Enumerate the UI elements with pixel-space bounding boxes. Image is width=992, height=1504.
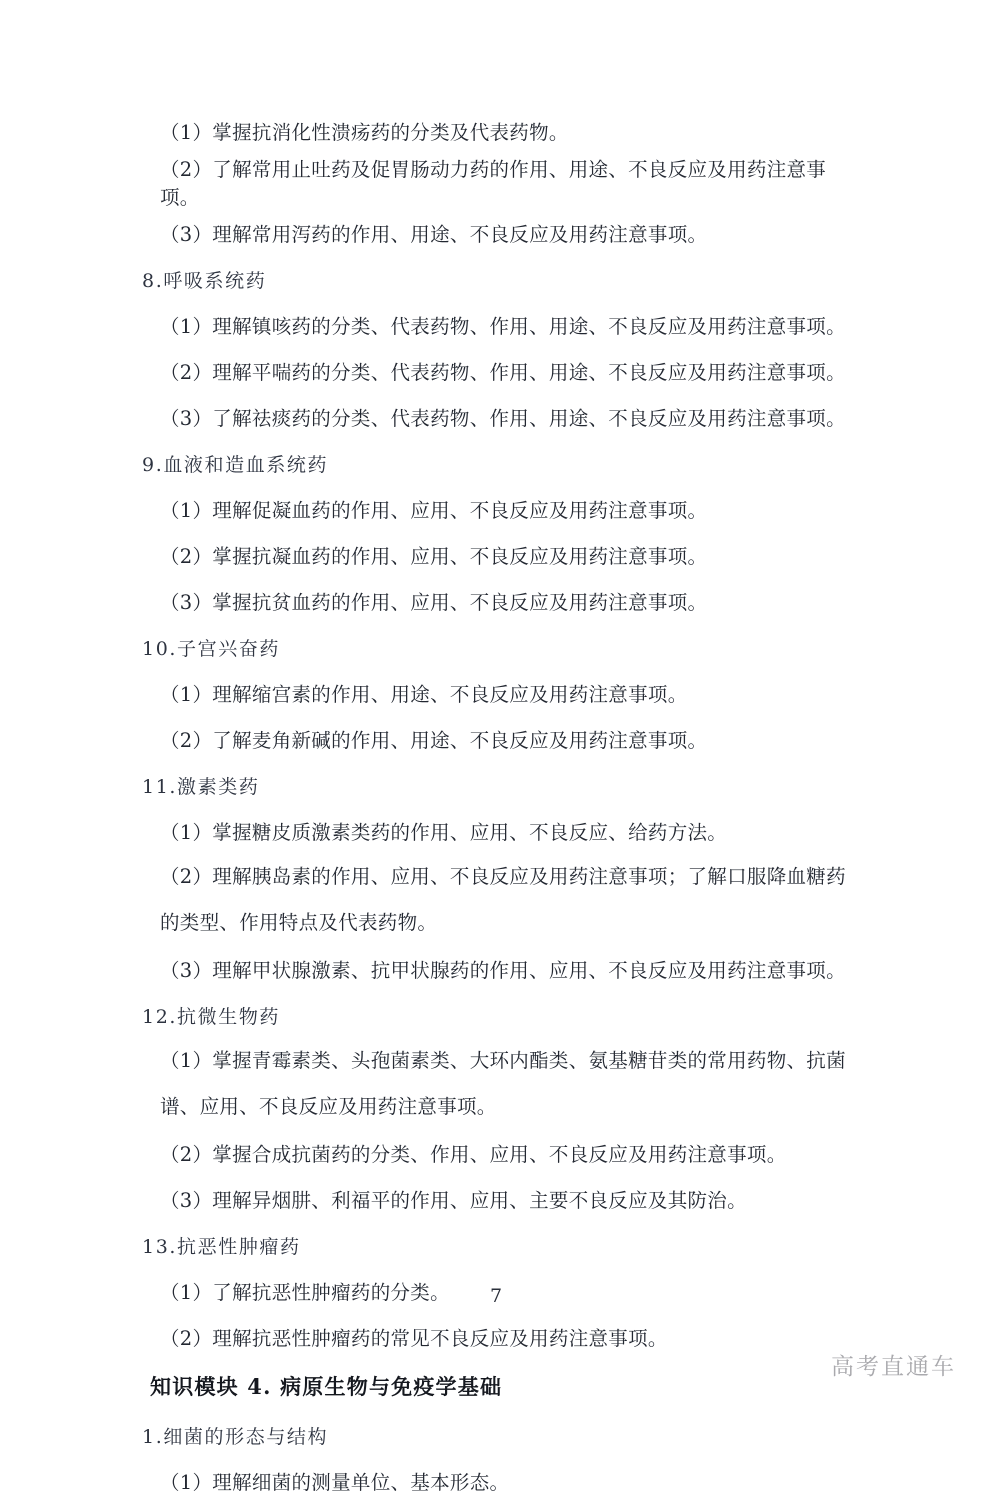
list-item: （2）掌握抗凝血药的作用、应用、不良反应及用药注意事项。 — [160, 545, 708, 568]
module-heading: 知识模块 4. 病原生物与免疫学基础 — [150, 1374, 503, 1399]
list-item: （2）了解常用止吐药及促胃肠动力药的作用、用途、不良反应及用药注意事项。 — [160, 158, 827, 209]
list-item: （3）掌握抗贫血药的作用、应用、不良反应及用药注意事项。 — [160, 591, 708, 614]
page-number: 7 — [489, 1285, 503, 1307]
list-item: （3）理解常用泻药的作用、用途、不良反应及用药注意事项。 — [160, 223, 708, 246]
section-heading: 12.抗微生物药 — [142, 1005, 281, 1028]
list-item: （2）理解平喘药的分类、代表药物、作用、用途、不良反应及用药注意事项。 — [160, 361, 846, 384]
list-item: （1）理解细菌的测量单位、基本形态。 — [160, 1471, 510, 1494]
list-item: （2）理解抗恶性肿瘤药的常见不良反应及用药注意事项。 — [160, 1327, 668, 1350]
list-item: （1）理解镇咳药的分类、代表药物、作用、用途、不良反应及用药注意事项。 — [160, 315, 846, 338]
section-heading: 13.抗恶性肿瘤药 — [142, 1235, 301, 1258]
list-item: （2）掌握合成抗菌药的分类、作用、应用、不良反应及用药注意事项。 — [160, 1143, 787, 1166]
section-heading: 10.子宫兴奋药 — [142, 637, 281, 660]
list-item: （3）理解甲状腺激素、抗甲状腺药的作用、应用、不良反应及用药注意事项。 — [160, 959, 846, 982]
list-item: （1）理解缩宫素的作用、用途、不良反应及用药注意事项。 — [160, 683, 688, 706]
list-item: （3）了解祛痰药的分类、代表药物、作用、用途、不良反应及用药注意事项。 — [160, 407, 846, 430]
list-item: （1）掌握抗消化性溃疡药的分类及代表药物。 — [160, 121, 569, 144]
watermark: 高考直通车 — [831, 1354, 956, 1380]
section-heading: 11.激素类药 — [142, 775, 260, 798]
section-heading: 9.血液和造血系统药 — [142, 453, 329, 476]
list-item: （2）理解胰岛素的作用、应用、不良反应及用药注意事项；了解口服降血糖药的类型、作用特点及代表药物。 — [160, 865, 846, 934]
list-item: （1）掌握糖皮质激素类药的作用、应用、不良反应、给药方法。 — [160, 821, 728, 844]
list-item: （3）理解异烟肼、利福平的作用、应用、主要不良反应及其防治。 — [160, 1189, 747, 1212]
list-item: （1）了解抗恶性肿瘤药的分类。 — [160, 1281, 450, 1304]
list-item: （2）了解麦角新碱的作用、用途、不良反应及用药注意事项。 — [160, 729, 708, 752]
list-item: （1）掌握青霉素类、头孢菌素类、大环内酯类、氨基糖苷类的常用药物、抗菌谱、应用、不良反应及用药注意事项。 — [160, 1049, 846, 1118]
section-heading: 8.呼吸系统药 — [142, 269, 267, 292]
list-item: （1）理解促凝血药的作用、应用、不良反应及用药注意事项。 — [160, 499, 708, 522]
section-heading: 1.细菌的形态与结构 — [142, 1425, 329, 1448]
